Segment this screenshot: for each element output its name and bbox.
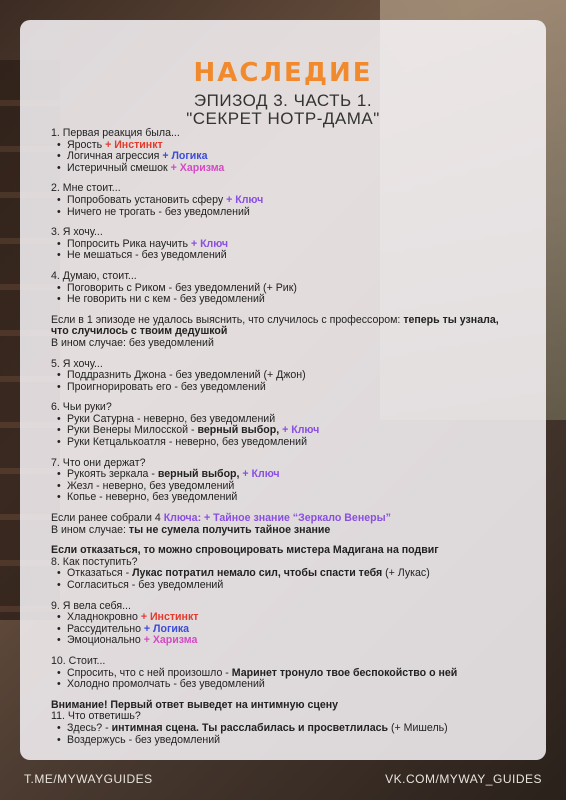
- page-title: НАСЛЕДИЕ: [193, 58, 373, 88]
- option-text: Хладнокровно: [67, 611, 138, 624]
- question-3: 3. Я хочу...: [51, 226, 103, 239]
- option-text: Попросить Рика научить: [67, 237, 188, 250]
- option-text: Попробовать установить сферу: [67, 193, 224, 206]
- q7-option-2: • Жезл - неверно, без уведомлений: [51, 481, 511, 493]
- episode-subtitle: [0, 92, 566, 128]
- question-4: 4. Думаю, стоит...: [51, 269, 137, 282]
- key-tag: + Ключ: [226, 193, 264, 206]
- question-8: 8. Как поступить?: [51, 555, 138, 568]
- footer-vk-link[interactable]: VK.COM/MYWAY_GUIDES: [385, 772, 542, 786]
- q9-option-3: [51, 635, 511, 647]
- option-text: Отказаться -: [67, 567, 133, 580]
- q4-option-2: • Не говорить ни с кем - без уведомлений: [51, 294, 511, 306]
- q11-option-2: • Воздержусь - без уведомлений: [51, 735, 511, 747]
- q2-option-2: • Ничего не трогать - без уведомлений: [51, 207, 511, 219]
- option-text: Ярость: [67, 138, 103, 151]
- correct-label: верный выбор,: [197, 424, 280, 437]
- option-text: Логичная агрессия: [67, 150, 160, 163]
- note-text: Если в 1 эпизоде не удалось выяснить, что случилось с профессором:: [51, 313, 404, 326]
- q10-option-2: • Холодно промолчать - без уведомлений: [51, 679, 511, 691]
- logic-tag: + Логика: [143, 622, 190, 635]
- key-tag: + Ключ: [190, 237, 229, 250]
- q5-option-1: • Поддразнить Джона - без уведомлений (+ Джон): [51, 370, 511, 382]
- note-episode-1: [51, 315, 511, 338]
- instinct-tag: + Инстинкт: [140, 611, 199, 624]
- option-text: Спросить, что с ней произошло -: [67, 666, 232, 679]
- option-result: Лукас потратил немало сил, чтобы спасти тебя: [132, 567, 383, 580]
- relationship-tag: (+ Лукас): [382, 567, 430, 580]
- logic-tag: + Логика: [162, 150, 208, 163]
- correct-label: верный выбор,: [157, 468, 240, 481]
- question-11: 11. Что ответишь?: [51, 710, 141, 723]
- subtitle-line-2: "СЕКРЕТ НОТР-ДАМА": [186, 109, 380, 128]
- charisma-tag: + Харизма: [170, 161, 225, 174]
- footer-telegram-link[interactable]: T.ME/MYWAYGUIDES: [24, 772, 153, 786]
- q8-intro: Если отказаться, то можно спровоцировать мистера Мадигана на подвиг: [51, 544, 439, 557]
- q11-option-1: [51, 723, 511, 735]
- note-keys-else: [51, 525, 511, 537]
- option-result: интимная сцена. Ты расслабилась и просветлилась: [111, 721, 389, 734]
- option-text: Рассудительно: [67, 622, 141, 635]
- secret-knowledge-tag: Ключа: + Тайное знание “Зеркало Венеры”: [163, 512, 391, 525]
- option-text: Руки Венеры Милосской -: [67, 424, 198, 437]
- guide-content: [51, 128, 511, 746]
- note-result: теперь ты узнала, что случилось с твоим дедушкой: [51, 313, 499, 338]
- q2-option-1: [51, 195, 511, 207]
- option-result: Маринет тронуло твое беспокойство о ней: [231, 666, 458, 679]
- q5-option-2: • Проигнорировать его - без уведомлений: [51, 382, 511, 394]
- q6-option-1: • Руки Сатурна - неверно, без уведомлений: [51, 414, 511, 426]
- q3-option-2: • Не мешаться - без уведомлений: [51, 250, 511, 262]
- note-text: Если ранее собрали 4: [51, 512, 164, 525]
- key-tag: + Ключ: [282, 424, 320, 437]
- option-text: Эмоционально: [67, 634, 141, 647]
- subtitle-line-1: ЭПИЗОД 3. ЧАСТЬ 1.: [193, 91, 373, 110]
- q11-warning: Внимание! Первый ответ выведет на интимную сцену: [51, 698, 339, 711]
- note-episode-1-else: [51, 338, 511, 350]
- question-10: 10. Стоит...: [51, 654, 106, 667]
- q1-option-3: [51, 163, 511, 175]
- question-7: 7. Что они держат?: [51, 456, 146, 469]
- question-2: 2. Мне стоит...: [51, 182, 121, 195]
- q4-option-1: • Поговорить с Риком - без уведомлений (+ Рик): [51, 283, 511, 295]
- q6-option-3: • Руки Кетцалькоатля - неверно, без уведомлений: [51, 437, 511, 449]
- q7-option-3: • Копье - неверно, без уведомлений: [51, 492, 511, 504]
- question-9: 9. Я вела себя...: [51, 599, 131, 612]
- option-text: Здесь? -: [67, 721, 112, 734]
- note-result: без уведомлений: [128, 336, 214, 349]
- option-text: Истеричный смешок: [67, 161, 168, 174]
- question-6: 6. Чьи руки?: [51, 401, 112, 414]
- key-tag: + Ключ: [242, 468, 280, 481]
- note-result: ты не сумела получить тайное знание: [128, 523, 331, 536]
- instinct-tag: + Инстинкт: [105, 138, 163, 151]
- note-text: В ином случае:: [51, 523, 129, 536]
- charisma-tag: + Харизма: [143, 634, 198, 647]
- question-5: 5. Я хочу...: [51, 357, 103, 370]
- relationship-tag: (+ Мишель): [388, 721, 448, 734]
- question-1: 1. Первая реакция была...: [51, 127, 180, 139]
- note-text: В ином случае:: [51, 336, 129, 349]
- option-text: Рукоять зеркала -: [67, 468, 158, 481]
- q8-option-2: • Согласиться - без уведомлений: [51, 580, 511, 592]
